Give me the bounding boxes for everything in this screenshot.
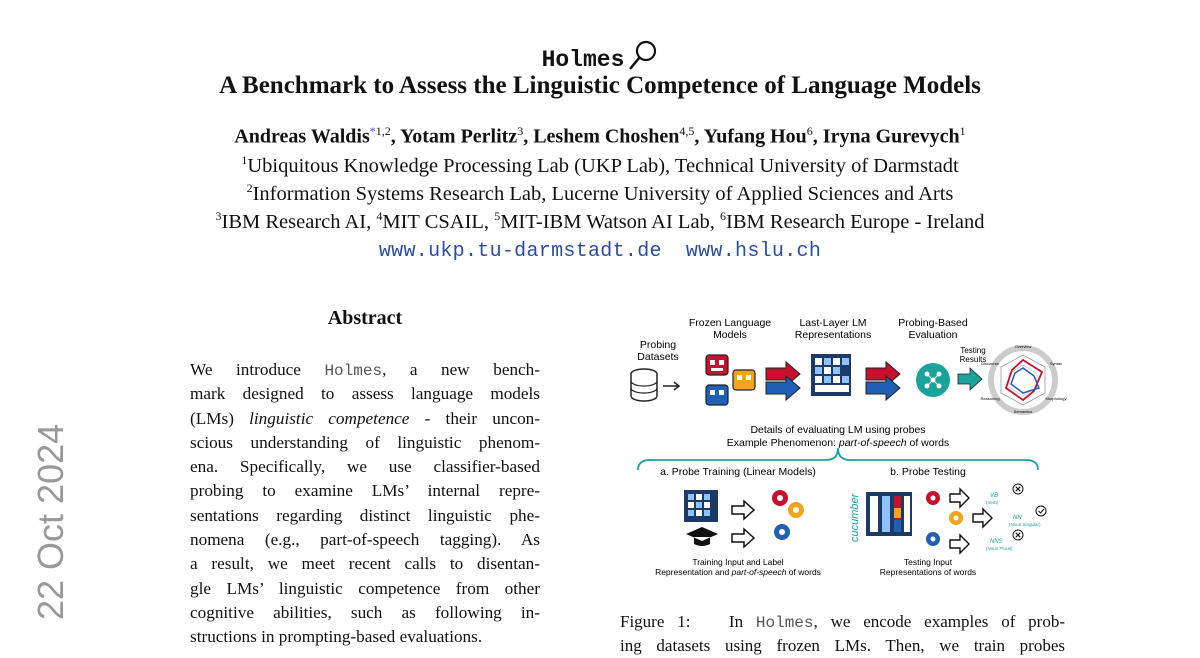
frozen-lm-label: Frozen Language Models [688,317,772,341]
training-grid-icon [684,490,718,522]
svg-text:Morphology: Morphology [1045,396,1067,401]
abstract-line: (LMs) linguistic competence - their uncon- [190,408,540,428]
prediction-desc: (Noun Plural) [986,546,1013,551]
prediction-list [986,484,1046,551]
abstract-line: scious understanding of linguistic phenom- [190,432,540,452]
author-name: Leshem Choshen [533,125,680,148]
training-caption: Training Input and Label Representation and part-of-speech of words [655,557,821,577]
lab-links [0,240,1200,263]
affiliation-2: $^2$Information Systems Research Lab, Lucerne University of Applied Sciences and Arts [246,181,954,205]
panel-b-label: b. Probe Testing [890,466,966,478]
probe-badge-icon [772,490,804,540]
prediction-tag: VB [990,493,999,499]
author-list: Andreas Waldis$^{*1,2}$, Yotam Perlitz$^3$, Leshem Choshen$^{4,5}$, Yufang Hou$^6$, Iryna Gurevych$^1$ [234,124,966,148]
abstract-line: ena. Specifically, we use classifier-based [190,457,540,477]
abstract-line: nomena (e.g., part-of-speech tagging). As [190,530,540,550]
caption-line: Figure 1: In Holmes, we encode examples of prob- [620,612,1065,632]
outline-arrow-icon [973,509,992,527]
affiliation-3: $^3$IBM Research AI, $^4$MIT CSAIL, $^5$MIT-IBM Watson AI Lab, $^6$IBM Research Europe - Ireland [215,209,985,233]
teal-arrow-icon [958,368,982,390]
abstract-line: mark designed to assess language models [190,384,540,404]
figure-caption [620,610,1065,658]
svg-text:Syntax: Syntax [1049,361,1063,366]
representation-grid-icon [811,354,851,396]
probing-eval-label: Probing-Based Evaluation [898,317,968,341]
probe-network-icon [916,363,950,397]
abstract-line: structions in prompting-based evaluations. [190,627,483,647]
author-name: Yotam Perlitz [400,125,518,148]
arrow-icon [663,382,679,390]
probing-datasets-label: Probing Datasets [637,339,679,363]
outline-arrow-icon [950,489,969,507]
affiliation-1: $^1$Ubiquitous Knowledge Processing Lab (UKP Lab), Technical University of Darmstadt [241,153,959,177]
details-title: Details of evaluating LM using probes [750,424,926,436]
cucumber-label: cucumber [849,493,861,542]
double-arrow-icon [766,362,800,400]
abstract-line: probing to examine LMs’ internal repre- [190,481,540,501]
database-icon [631,369,657,401]
outline-arrow-icon [732,529,754,547]
abstract-line: sentations regarding distinct linguistic phe- [190,505,540,525]
link-ukp[interactable]: www.ukp.tu-darmstadt.de [378,240,662,263]
testing-grid-icon [866,492,912,536]
author-name: Iryna Gurevych [822,125,960,148]
abstract-body [190,358,540,650]
abstract-line: We introduce Holmes, a new bench- [190,360,540,380]
prediction-desc: (Noun Singular) [1009,522,1041,527]
abstract-line: gle LMs’ linguistic competence from other [190,578,540,598]
abstract-heading: Abstract [327,307,403,329]
paper-title: A Benchmark to Assess the Linguistic Competence of Language Models [219,72,981,99]
svg-text:Discourse: Discourse [981,361,999,366]
holmes-logo-text: Holmes [541,47,625,73]
svg-text:Semantics: Semantics [1013,409,1033,414]
svg-text:Overview: Overview [1014,344,1032,349]
testing-results-label: Testing Results [959,346,987,364]
testing-caption: Testing Input Representations of words [879,557,977,577]
prediction-tag: NN [1013,515,1022,521]
check-icon [1036,506,1046,516]
author-name: Andreas Waldis [234,125,370,148]
prediction-desc: (Verb) [986,500,999,505]
caption-line: ing datasets using frozen LMs. Then, we train probes [620,636,1065,655]
author-name: Yufang Hou [703,125,807,148]
abstract-line: a result, we meet recent calls to disentan- [190,554,540,574]
svg-text:Reasoning: Reasoning [980,396,1000,401]
panel-a-label: a. Probe Training (Linear Models) [660,466,816,478]
radar-chart-icon [980,344,1066,414]
link-hslu[interactable]: www.hslu.ch [685,240,822,263]
double-arrow-icon [866,362,900,400]
last-layer-label: Last-Layer LM Representations [794,317,872,341]
robot-icon [706,355,755,405]
graduation-cap-icon [686,527,718,546]
abstract-line: cognitive abilities, such as following in- [190,602,540,622]
example-phenomenon: Example Phenomenon: part-of-speech of words [726,437,950,449]
outline-arrow-icon [732,501,754,519]
figure-1 [618,310,1070,585]
prediction-tag: NNS [990,539,1003,545]
outline-arrow-icon [950,535,969,553]
arxiv-date-stamp: 22 Oct 2024 [30,423,71,620]
